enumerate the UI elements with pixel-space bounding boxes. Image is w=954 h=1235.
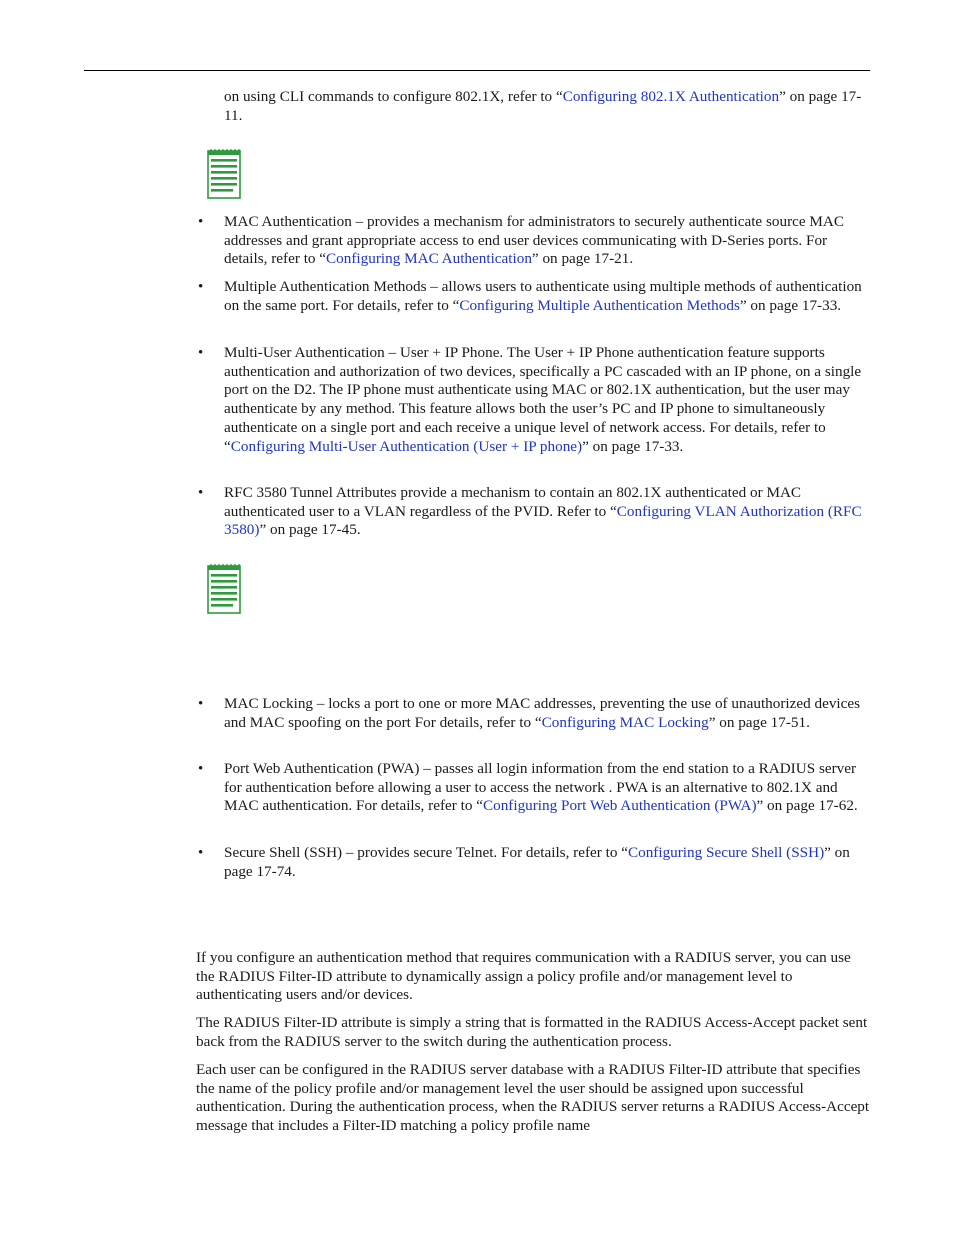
bullet-marker: •	[198, 345, 204, 361]
link-configuring-multi-user-authentication[interactable]: Configuring Multi-User Authentication (User + IP phone)	[230, 437, 583, 455]
bullet-marker: •	[198, 761, 204, 777]
bullet-marker: •	[198, 845, 204, 861]
link-configuring-8021x[interactable]: Configuring 802.1X Authentication	[562, 88, 780, 105]
bullet-marker: •	[198, 279, 204, 295]
bullet-port-web-authentication: Port Web Authentication (PWA) – passes all login information from the end station to a RADIUS server for authentication before allowing a user to access the network . PWA is an alternative to 802.1X and MAC authentication. For details, refer to “Configuring Port Web Authentication (PWA)” on page 17-62.	[224, 760, 858, 815]
link-configuring-port-web-authentication[interactable]: Configuring Port Web Authentication (PWA)	[482, 797, 757, 815]
bullet-mac-authentication: MAC Authentication – provides a mechanism for administrators to securely authenticate source MAC addresses and grant appropriate access to end user devices communicating with D-Series ports. For details, refer to “Configuring MAC Authentication” on page 17-21.	[224, 213, 845, 268]
bullet-marker: •	[198, 214, 204, 230]
bullet-multi-user-authentication: Multi-User Authentication – User + IP Phone. The User + IP Phone authentication feature supports authentication and authorization of two devices, specifically a PC cascaded with an IP phone, on a single port on the D2. The IP phone must authenticate using MAC or 802.1X authentication, but the user may authenticate by any method. This feature allows both the user’s PC and IP phone to simultaneously authenticate on a single port and each receive a unique level of network access. For details, refer to “Configuring Multi-User Authentication (User + IP phone)” on page 17-33.	[224, 344, 862, 455]
bullet-mac-locking: MAC Locking – locks a port to one or more MAC addresses, preventing the use of unauthorized devices and MAC spoofing on the port For details, refer to “Configuring MAC Locking” on page 17-51.	[224, 695, 861, 731]
note-icon	[206, 563, 242, 615]
bullet-marker: •	[198, 696, 204, 712]
bullet-secure-shell: Secure Shell (SSH) – provides secure Telnet. For details, refer to “Configuring Secure Shell (SSH)” on page 17-74.	[224, 844, 850, 880]
link-configuring-vlan-authorization[interactable]: Configuring VLAN Authorization (RFC 3580)	[224, 502, 862, 539]
header-rule	[84, 70, 870, 71]
link-configuring-mac-locking[interactable]: Configuring MAC Locking	[541, 713, 709, 731]
body-paragraph-3: Each user can be configured in the RADIUS server database with a RADIUS Filter-ID attribute that specifies the name of the policy profile and/or management level the user should be assigned upon successful authentication. During the authentication process, when the RADIUS server returns a RADIUS Access-Accept message that includes a Filter-ID matching a policy profile name	[196, 1061, 870, 1135]
bullet-rfc3580: RFC 3580 Tunnel Attributes provide a mechanism to contain an 802.1X authenticated or MAC authenticated user to a VLAN regardless of the PVID. Refer to “Configuring VLAN Authorization (RFC 3580)” on page 17-45.	[224, 484, 862, 539]
bullet-marker: •	[198, 485, 204, 501]
bullet-multiple-authentication: Multiple Authentication Methods – allows users to authenticate using multiple methods of authentication on the same port. For details, refer to “Configuring Multiple Authentication Methods” on page 17-33.	[224, 278, 862, 314]
continued-text-end: ” on page 17-11.	[224, 88, 862, 124]
link-configuring-secure-shell[interactable]: Configuring Secure Shell (SSH)	[627, 844, 825, 861]
continued-paragraph	[224, 88, 872, 125]
link-configuring-mac-authentication[interactable]: Configuring MAC Authentication	[326, 250, 532, 268]
body-paragraph-2: The RADIUS Filter-ID attribute is simply a string that is formatted in the RADIUS Access-Accept packet sent back from the RADIUS server to the switch during the authentication process.	[196, 1014, 868, 1050]
note-icon	[206, 148, 242, 200]
body-paragraph-1: If you configure an authentication method that requires communication with a RADIUS server, you can use the RADIUS Filter-ID attribute to dynamically assign a policy profile and/or management level to authenticating users and/or devices.	[196, 949, 851, 1004]
continued-text: on using CLI commands to configure 802.1X, refer to “	[224, 88, 563, 105]
link-configuring-multiple-authentication[interactable]: Configuring Multiple Authentication Methods	[459, 296, 740, 314]
